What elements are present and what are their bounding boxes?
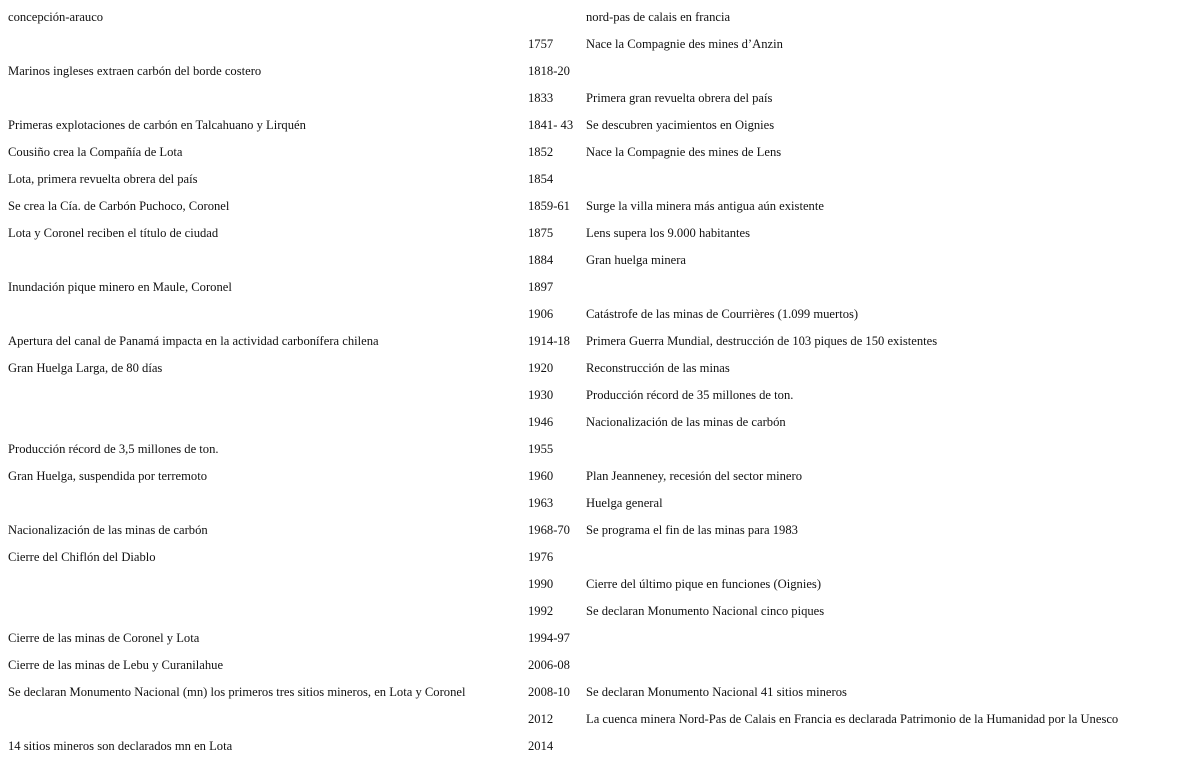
timeline-row <box>0 193 1187 220</box>
france-event: Nace la Compagnie des mines de Lens <box>586 145 782 159</box>
timeline-row <box>0 355 1187 382</box>
timeline-row <box>0 706 1187 733</box>
event-year: 1852 <box>528 145 554 159</box>
event-year: 1960 <box>528 469 554 483</box>
timeline-row <box>0 409 1187 436</box>
france-event: Reconstrucción de las minas <box>586 361 730 375</box>
timeline-table <box>0 4 1187 760</box>
timeline-row <box>0 139 1187 166</box>
timeline-row <box>0 517 1187 544</box>
timeline-row <box>0 679 1187 706</box>
header-row <box>0 4 1187 31</box>
timeline-row <box>0 31 1187 58</box>
timeline-row <box>0 625 1187 652</box>
chile-event: Cierre del Chiflón del Diablo <box>8 550 156 564</box>
timeline-row <box>0 112 1187 139</box>
timeline-row <box>0 490 1187 517</box>
event-year: 2012 <box>528 712 554 726</box>
timeline-rows <box>0 31 1187 760</box>
event-year: 1897 <box>528 280 554 294</box>
france-event: Plan Jeanneney, recesión del sector minero <box>586 469 802 483</box>
chile-event: Primeras explotaciones de carbón en Talcahuano y Lirquén <box>8 118 306 132</box>
event-year: 1833 <box>528 91 554 105</box>
event-year: 1994-97 <box>528 631 570 645</box>
france-event: Surge la villa minera más antigua aún existente <box>586 199 824 213</box>
event-year: 1875 <box>528 226 554 240</box>
france-event: Huelga general <box>586 496 663 510</box>
timeline-row <box>0 274 1187 301</box>
region-heading-france: nord-pas de calais en francia <box>586 10 731 24</box>
france-event: Gran huelga minera <box>586 253 687 267</box>
france-event: Primera Guerra Mundial, destrucción de 103 piques de 150 existentes <box>586 334 938 348</box>
timeline-row <box>0 301 1187 328</box>
event-year: 1946 <box>528 415 554 429</box>
event-year: 1968-70 <box>528 523 570 537</box>
chile-event: Gran Huelga, suspendida por terremoto <box>8 469 207 483</box>
chile-event: Inundación pique minero en Maule, Coronel <box>8 280 232 294</box>
event-year: 1757 <box>528 37 554 51</box>
event-year: 1841- 43 <box>528 118 574 132</box>
france-event: Lens supera los 9.000 habitantes <box>586 226 751 240</box>
chile-event: Marinos ingleses extraen carbón del borde costero <box>8 64 262 78</box>
region-heading-chile: concepción-arauco <box>8 10 104 24</box>
france-event: Catástrofe de las minas de Courrières (1.099 muertos) <box>586 307 859 321</box>
event-year: 2006-08 <box>528 658 570 672</box>
chile-event: Cierre de las minas de Lebu y Curanilahue <box>8 658 224 672</box>
timeline-row <box>0 571 1187 598</box>
timeline-row <box>0 652 1187 679</box>
chile-event: Se crea la Cía. de Carbón Puchoco, Coronel <box>8 199 230 213</box>
timeline-row <box>0 733 1187 760</box>
event-year: 1963 <box>528 496 554 510</box>
event-year: 1854 <box>528 172 554 186</box>
france-event: Primera gran revuelta obrera del país <box>586 91 773 105</box>
chile-event: Gran Huelga Larga, de 80 días <box>8 361 163 375</box>
event-year: 1990 <box>528 577 554 591</box>
event-year: 2014 <box>528 739 554 753</box>
event-year: 1992 <box>528 604 554 618</box>
france-event: Se declaran Monumento Nacional cinco piques <box>586 604 825 618</box>
timeline-row <box>0 463 1187 490</box>
chile-event: Producción récord de 3,5 millones de ton. <box>8 442 219 456</box>
event-year: 1884 <box>528 253 554 267</box>
timeline-row <box>0 328 1187 355</box>
timeline-row <box>0 220 1187 247</box>
event-year: 1955 <box>528 442 554 456</box>
france-event: Nace la Compagnie des mines d’Anzin <box>586 37 783 51</box>
chile-event: Lota, primera revuelta obrera del país <box>8 172 198 186</box>
timeline-row <box>0 436 1187 463</box>
event-year: 1920 <box>528 361 554 375</box>
chile-event: 14 sitios mineros son declarados mn en Lota <box>8 739 233 753</box>
france-event: Nacionalización de las minas de carbón <box>586 415 786 429</box>
france-event: Se programa el fin de las minas para 1983 <box>586 523 798 537</box>
chile-event: Lota y Coronel reciben el título de ciudad <box>8 226 219 240</box>
timeline-row <box>0 247 1187 274</box>
chile-event: Apertura del canal de Panamá impacta en la actividad carbonífera chilena <box>8 334 379 348</box>
france-event: Producción récord de 35 millones de ton. <box>586 388 794 402</box>
event-year: 1859-61 <box>528 199 570 213</box>
event-year: 1914-18 <box>528 334 570 348</box>
event-year: 2008-10 <box>528 685 570 699</box>
chile-event: Se declaran Monumento Nacional (mn) los primeros tres sitios mineros, en Lota y Coronel <box>8 685 466 699</box>
event-year: 1906 <box>528 307 554 321</box>
france-event: Cierre del último pique en funciones (Oignies) <box>586 577 822 591</box>
chile-event: Cousiño crea la Compañía de Lota <box>8 145 183 159</box>
timeline-row <box>0 598 1187 625</box>
timeline-row <box>0 85 1187 112</box>
timeline-row <box>0 58 1187 85</box>
timeline-row <box>0 382 1187 409</box>
chile-event: Nacionalización de las minas de carbón <box>8 523 208 537</box>
france-event: Se declaran Monumento Nacional 41 sitios mineros <box>586 685 847 699</box>
chile-event: Cierre de las minas de Coronel y Lota <box>8 631 200 645</box>
france-event: La cuenca minera Nord-Pas de Calais en Francia es declarada Patrimonio de la Humanidad por la Unesco <box>586 712 1119 726</box>
event-year: 1976 <box>528 550 554 564</box>
timeline-row <box>0 544 1187 571</box>
event-year: 1818-20 <box>528 64 570 78</box>
france-event: Se descubren yacimientos en Oignies <box>586 118 775 132</box>
timeline-row <box>0 166 1187 193</box>
event-year: 1930 <box>528 388 554 402</box>
